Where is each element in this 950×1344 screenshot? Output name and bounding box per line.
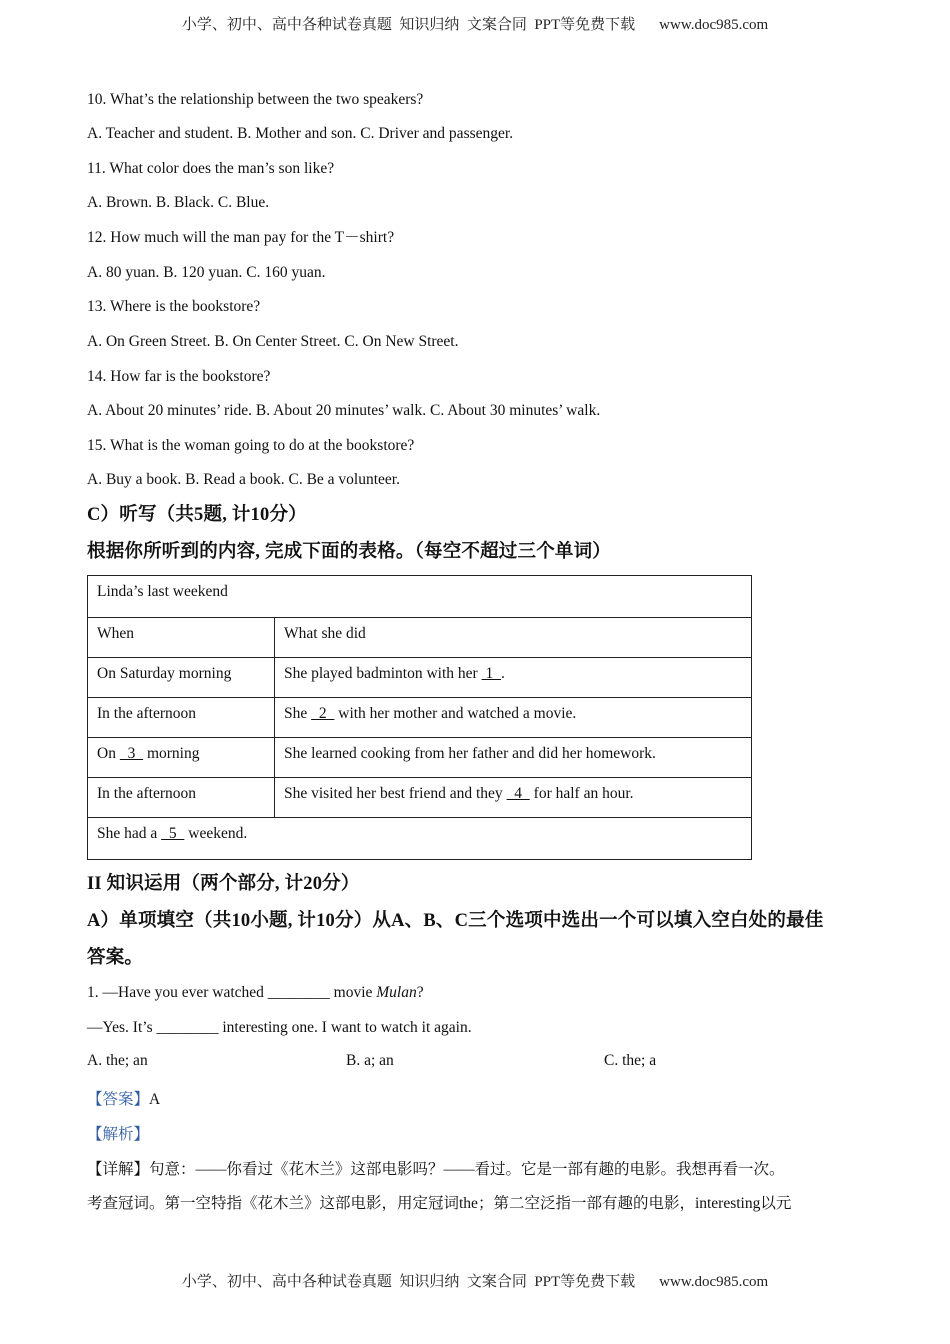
table-title: Linda’s last weekend: [88, 576, 752, 618]
table-cell-when: In the afternoon: [88, 698, 275, 738]
section-ii-title: II 知识运用（两个部分, 计20分）: [87, 874, 360, 894]
blank-1: 1: [481, 665, 501, 682]
section-ii-instruction-2: 答案。: [87, 948, 144, 968]
table-row: [88, 658, 752, 698]
question-text: ?: [416, 984, 424, 1001]
detail-line-2: 考查冠词。第一空特指《花木兰》这部电影，用定冠词the；第二空泛指一部有趣的电影，interesting以元: [87, 1195, 792, 1212]
question-14-options: A. About 20 minutes’ ride. B. About 20 minutes’ walk. C. About 30 minutes’ walk.: [87, 402, 601, 419]
blank-4: 4: [506, 785, 530, 802]
table-row: [88, 778, 752, 818]
answer-tag: 【答案】: [87, 1091, 150, 1108]
table-cell-what: [275, 778, 752, 818]
cell-text: weekend.: [184, 825, 248, 842]
question-11: 11. What color does the man’s son like?: [87, 160, 335, 177]
question-13: 13. Where is the bookstore?: [87, 298, 261, 315]
answer-line: [87, 1087, 160, 1109]
question-11-options: A. Brown. B. Black. C. Blue.: [87, 194, 270, 211]
mc-question-1-line1: [87, 983, 424, 1003]
movie-title: Mulan: [376, 984, 417, 1001]
question-text: 1. —Have you ever watched ________ movie: [87, 984, 377, 1001]
cell-text: She had a: [97, 825, 162, 842]
answer-value: A: [149, 1091, 161, 1108]
section-c-instruction: 根据你所听到的内容, 完成下面的表格。（每空不超过三个单词）: [87, 542, 612, 562]
cell-text: .: [500, 665, 505, 682]
table-row: [88, 618, 752, 658]
table-row: [88, 818, 752, 860]
question-15: 15. What is the woman going to do at the bookstore?: [87, 437, 415, 454]
table-summary: [88, 818, 752, 860]
analysis-tag: 【解析】: [87, 1126, 150, 1143]
table-head-when: When: [88, 618, 275, 658]
page-header: [0, 13, 950, 34]
table-cell-when: In the afternoon: [88, 778, 275, 818]
cell-text: She: [284, 705, 312, 722]
table-head-what: What she did: [275, 618, 752, 658]
table-cell-what: She learned cooking from her father and did her homework.: [275, 738, 752, 778]
section-ii-instruction-1: A）单项填空（共10小题, 计10分）从A、B、C三个选项中选出一个可以填入空白处的最佳: [87, 911, 824, 931]
question-12: 12. How much will the man pay for the T－shirt?: [87, 229, 395, 246]
table-cell-when: On Saturday morning: [88, 658, 275, 698]
weekend-table: [87, 575, 752, 860]
blank-5: 5: [161, 825, 185, 842]
table-cell-what: [275, 658, 752, 698]
cell-text: On: [97, 745, 120, 762]
page-footer: [0, 1270, 950, 1291]
table-row: [88, 698, 752, 738]
footer-site-link[interactable]: www.doc985.com: [659, 1274, 769, 1290]
footer-text: 小学、初中、高中各种试卷真题 知识归纳 文案合同 PPT等免费下载: [181, 1274, 636, 1290]
cell-text: She visited her best friend and they: [284, 785, 507, 802]
table-row: [88, 738, 752, 778]
question-15-options: A. Buy a book. B. Read a book. C. Be a volunteer.: [87, 471, 400, 488]
header-site-link[interactable]: www.doc985.com: [659, 17, 769, 33]
blank-3: 3: [119, 745, 144, 762]
table-cell-when: [88, 738, 275, 778]
analysis-line: [87, 1122, 149, 1144]
header-text: 小学、初中、高中各种试卷真题 知识归纳 文案合同 PPT等免费下载: [181, 17, 636, 33]
option-a: A. the; an: [87, 1052, 148, 1069]
mc-question-1-line2: —Yes. It’s ________ interesting one. I want to watch it again.: [87, 1019, 472, 1036]
question-14: 14. How far is the bookstore?: [87, 368, 271, 385]
cell-text: with her mother and watched a movie.: [334, 705, 577, 722]
blank-2: 2: [311, 705, 335, 722]
option-c: C. the; a: [604, 1052, 657, 1069]
cell-text: morning: [143, 745, 200, 762]
question-10: 10. What’s the relationship between the two speakers?: [87, 91, 424, 108]
question-13-options: A. On Green Street. B. On Center Street. C. On New Street.: [87, 333, 459, 350]
table-row: [88, 576, 752, 618]
question-10-options: A. Teacher and student. B. Mother and son. C. Driver and passenger.: [87, 125, 514, 142]
cell-text: She played badminton with her: [284, 665, 482, 682]
section-c-title: C）听写（共5题, 计10分）: [87, 505, 307, 525]
question-12-options: A. 80 yuan. B. 120 yuan. C. 160 yuan.: [87, 264, 326, 281]
detail-line-1: 【详解】句意：——你看过《花木兰》这部电影吗？——看过。它是一部有趣的电影。我想再看一次。: [87, 1161, 785, 1178]
table-cell-what: [275, 698, 752, 738]
option-b: B. a; an: [346, 1052, 394, 1069]
cell-text: for half an hour.: [529, 785, 634, 802]
